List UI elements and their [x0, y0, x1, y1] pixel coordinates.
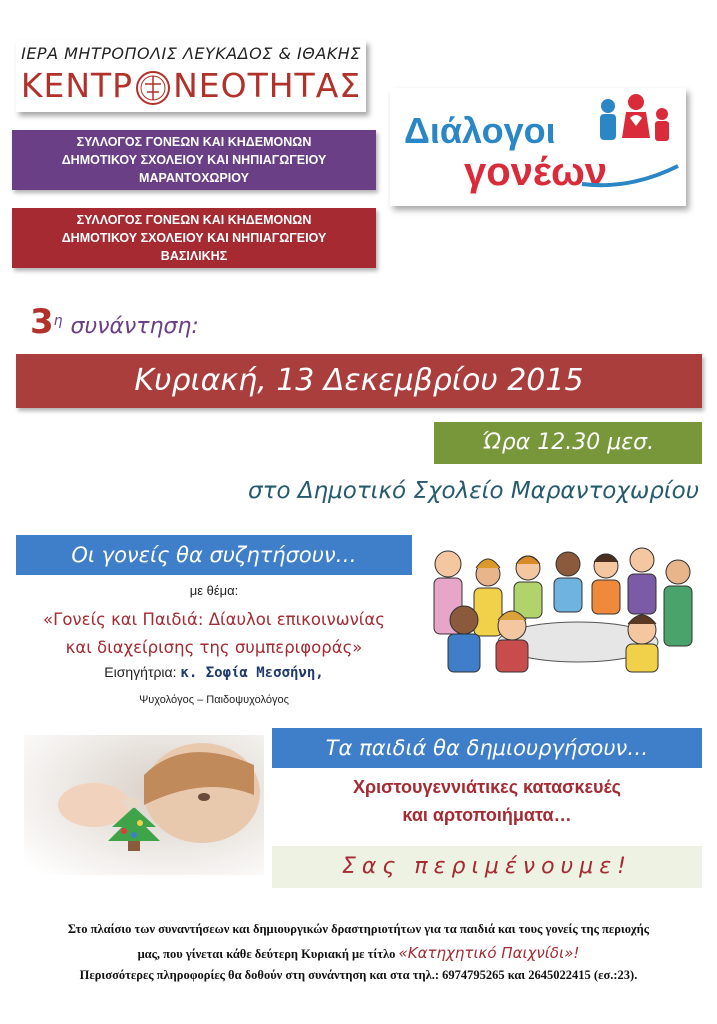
- association-line3: ΒΑΣΙΛΙΚΗΣ: [160, 249, 228, 263]
- association-line2: ΔΗΜΟΤΙΚΟΥ ΣΧΟΛΕΙΟΥ ΚΑΙ ΝΗΠΙΑΓΩΓΕΙΟΥ: [61, 153, 327, 167]
- youth-center-title-left: ΚΕΝΤΡ: [20, 66, 134, 105]
- speaker-role: Ψυχολόγος – Παιδοψυχολόγος: [139, 694, 289, 706]
- parents-heading: Οι γονείς θα συζητήσουν…: [16, 535, 412, 575]
- association-line2: ΔΗΜΟΤΙΚΟΥ ΣΧΟΛΕΙΟΥ ΚΑΙ ΝΗΠΙΑΓΩΓΕΙΟΥ: [61, 231, 327, 245]
- closing-message: Σας περιμένουμε!: [272, 846, 702, 888]
- footer-line2: [10, 944, 707, 962]
- metropolis-title: ΙΕΡΑ ΜΗΤΡΟΠΟΛΙΣ ΛΕΥΚΑΔΟΣ & ΙΘΑΚΗΣ: [21, 44, 361, 63]
- association-line1: ΣΥΛΛΟΓΟΣ ΓΟΝΕΩΝ ΚΑΙ ΚΗΔΕΜΟΝΩΝ: [76, 213, 312, 227]
- parents-meeting-illustration: [428, 534, 698, 674]
- kids-activities: [272, 773, 702, 829]
- meeting-label: συνάντηση:: [70, 314, 199, 339]
- association-marantochori: [12, 130, 376, 190]
- speaker: [16, 664, 412, 681]
- youth-center-title-right: ΝΕΟΤΗΤΑΣ: [173, 66, 362, 105]
- youth-center-title: [20, 64, 362, 108]
- speaker-label: Εισηγήτρια:: [104, 664, 177, 680]
- footer-line3: Περισσότερες πληροφορίες θα δοθούν στη συνάντηση και στα τηλ.: 6974795265 και 2645022415 (εσ.:23).: [79, 968, 638, 982]
- kids-activity-line2: και αρτοποιήματα…: [402, 805, 572, 825]
- swoosh-icon: [580, 164, 680, 188]
- orthodox-seal-icon: [135, 70, 171, 106]
- meeting-number: [30, 302, 199, 342]
- topic-line1: «Γονείς και Παιδιά: Δίαυλοι επικοινωνίας: [43, 610, 385, 629]
- logo-word-parents: γονέων: [464, 150, 608, 194]
- program-title: «Κατηχητικό Παιχνίδι»!: [398, 944, 580, 962]
- theme-label: με θέμα:: [189, 583, 239, 598]
- event-date: Κυριακή, 13 Δεκεμβρίου 2015: [16, 354, 702, 408]
- topic-line2: και διαχείρισης της συμπεριφοράς»: [65, 638, 363, 657]
- footer-line2-text: μας, που γίνεται κάθε δεύτερη Κυριακή με τίτλο: [137, 947, 396, 961]
- child-craft-photo: [24, 735, 264, 875]
- event-place: στο Δημοτικό Σχολείο Μαραντοχωρίου: [248, 478, 699, 504]
- meeting-number-digit: 3: [30, 302, 54, 342]
- speaker-name: κ. Σοφία Μεσσήνη,: [180, 665, 324, 681]
- meeting-number-suffix: η: [53, 312, 63, 329]
- association-vasiliki: [12, 208, 376, 268]
- kids-heading: Τα παιδιά θα δημιουργήσουν…: [272, 728, 702, 768]
- family-icon: [590, 92, 680, 156]
- parents-dialogue-logo: [390, 88, 686, 206]
- event-time: Ώρα 12.30 μεσ.: [434, 422, 702, 464]
- association-line1: ΣΥΛΛΟΓΟΣ ΓΟΝΕΩΝ ΚΑΙ ΚΗΔΕΜΟΝΩΝ: [76, 135, 312, 149]
- logo-word-dialogues: Διάλογοι: [404, 110, 556, 151]
- association-line3: ΜΑΡΑΝΤΟΧΩΡΙΟΥ: [139, 171, 249, 185]
- kids-activity-line1: Χριστουγεννιάτικες κατασκευές: [352, 777, 622, 797]
- footer-line1: Στο πλαίσιο των συναντήσεων και δημιουργικών δραστηριοτήτων για τα παιδιά και τους γονείς της περιοχής: [67, 922, 650, 936]
- youth-center-logo: [16, 40, 366, 112]
- discussion-topic: [16, 606, 412, 662]
